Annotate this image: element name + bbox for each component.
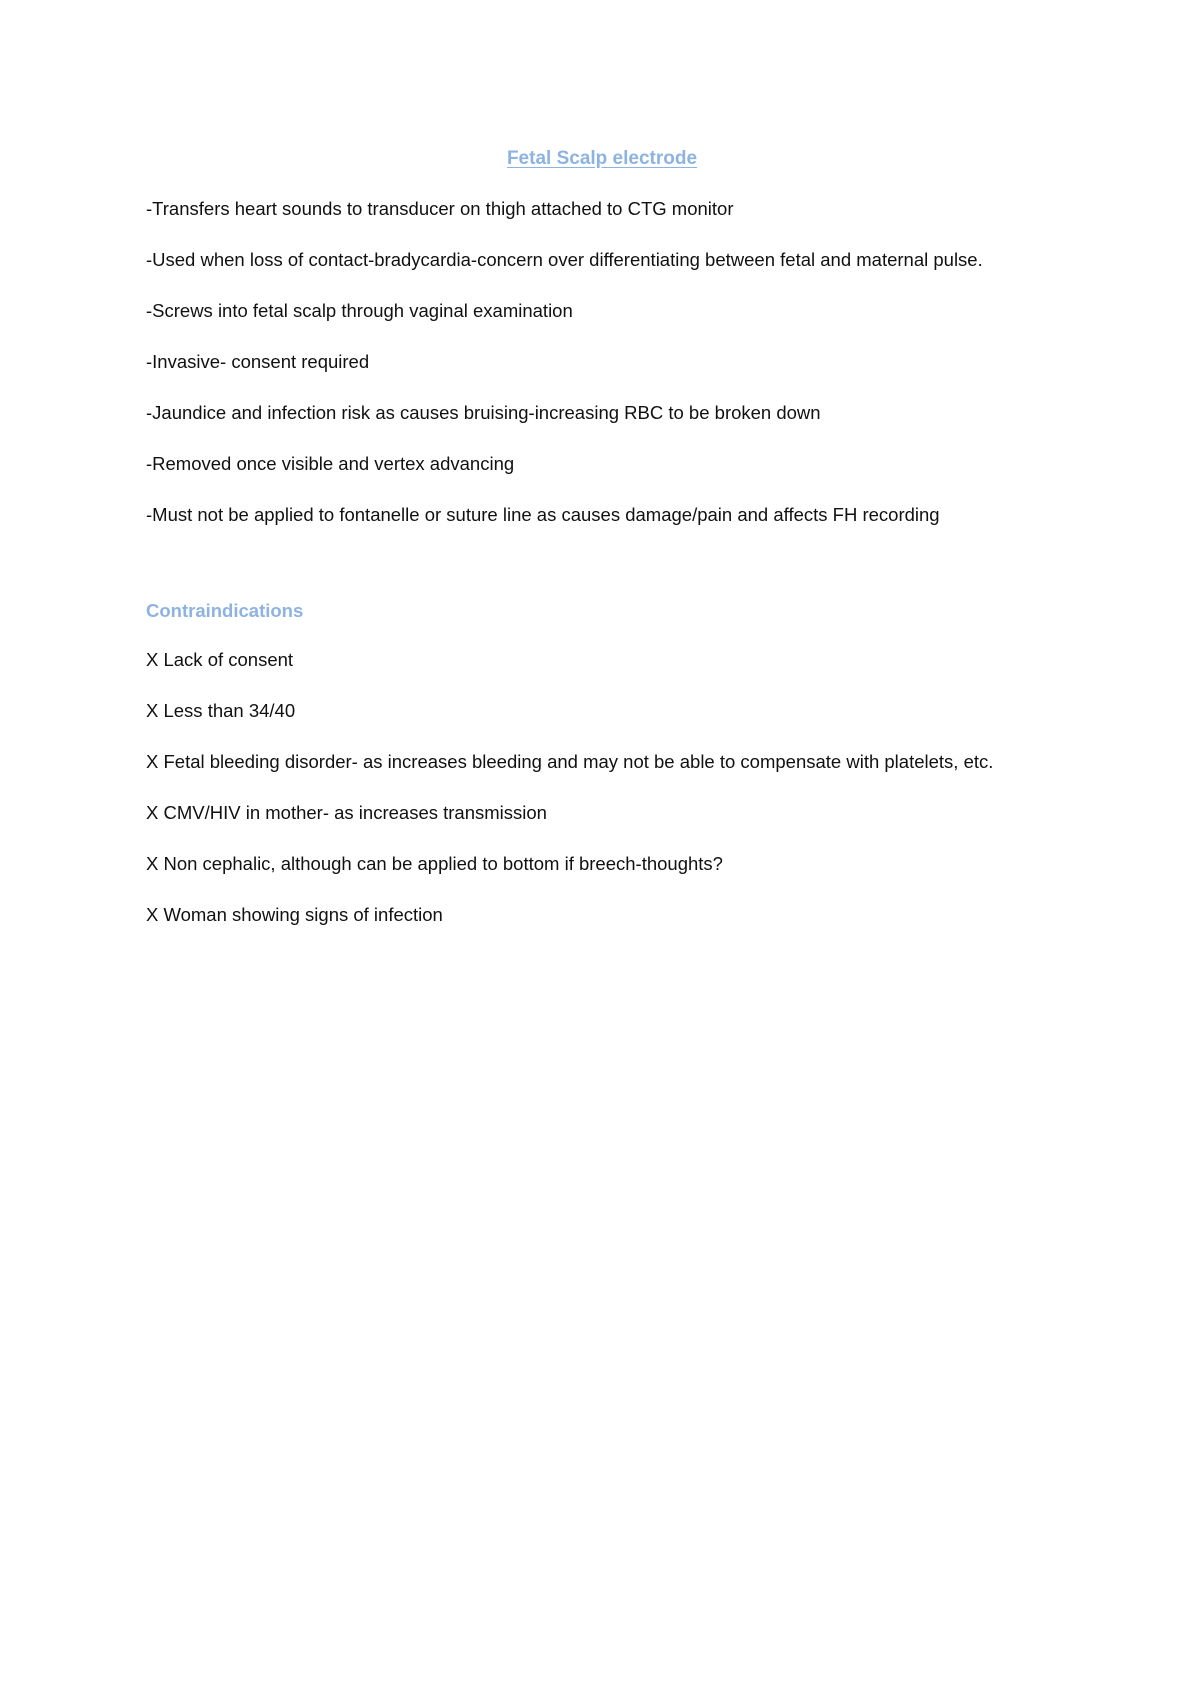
contraindication-item: X Less than 34/40	[146, 700, 296, 721]
point-item: -Screws into fetal scalp through vaginal examination	[146, 300, 573, 321]
contraindication-item: X Fetal bleeding disorder- as increases bleeding and may not be able to compensate with platelets, etc.	[146, 751, 994, 772]
point-item: -Invasive- consent required	[146, 351, 370, 372]
point-item: -Must not be applied to fontanelle or suture line as causes damage/pain and affects FH recording	[146, 504, 940, 525]
contraindication-item: X Woman showing signs of infection	[146, 904, 443, 925]
point-item: -Jaundice and infection risk as causes bruising-increasing RBC to be broken down	[146, 402, 821, 423]
contraindication-item: X Non cephalic, although can be applied to bottom if breech-thoughts?	[146, 853, 723, 874]
contraindication-item: X Lack of consent	[146, 649, 294, 670]
contraindication-item: X CMV/HIV in mother- as increases transmission	[146, 802, 547, 823]
document-body	[146, 146, 1058, 950]
point-item: -Transfers heart sounds to transducer on thigh attached to CTG monitor	[146, 198, 734, 219]
point-item: -Removed once visible and vertex advancing	[146, 453, 515, 474]
point-item: -Used when loss of contact-bradycardia-concern over differentiating between fetal and maternal pulse.	[146, 249, 983, 270]
document-title: Fetal Scalp electrode	[506, 148, 698, 169]
contraindications-heading: Contraindications	[146, 600, 304, 621]
